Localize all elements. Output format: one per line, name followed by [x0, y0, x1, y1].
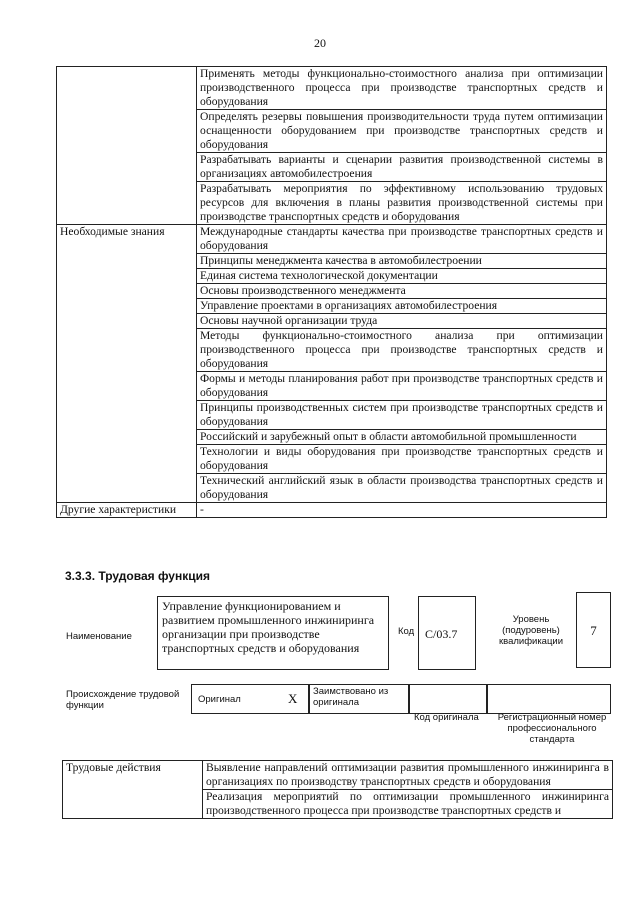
knowledge-cell: Управление проектами в организациях автомобилестроения: [197, 299, 607, 314]
knowledge-cell: Методы функционально-стоимостного анализа при оптимизации производственного процесса при производстве транспортных средств и оборудования: [197, 329, 607, 372]
other-characteristics-label: Другие характеристики: [57, 503, 197, 518]
borrowed-box: [309, 684, 409, 714]
knowledge-cell: Российский и зарубежный опыт в области автомобильной промышленности: [197, 430, 607, 445]
page-number: 20: [314, 36, 326, 50]
labor-action-cell: Реализация мероприятий по оптимизации промышленного инжиниринга производственного процесса при производстве транспортных средств и: [203, 790, 613, 819]
skill-cell: Разрабатывать варианты и сценарии развития производственной системы в организациях автомобилестроения: [197, 153, 607, 182]
level-value-box: 7: [576, 592, 611, 668]
knowledge-label: Необходимые знания: [57, 225, 197, 503]
reg-number-box: [487, 684, 611, 714]
origin-label: Происхождение трудовой функции: [66, 689, 180, 711]
knowledge-cell: Международные стандарты качества при производстве транспортных средств и оборудования: [197, 225, 607, 254]
knowledge-cell: Технологии и виды оборудования при производстве транспортных средств и оборудования: [197, 445, 607, 474]
original-check-mark: X: [288, 691, 298, 706]
knowledge-cell: Принципы менеджмента качества в автомобилестроении: [197, 254, 607, 269]
original-code-box: [409, 684, 487, 714]
table-row: [57, 67, 607, 110]
table-row: [57, 503, 607, 518]
original-box: [191, 684, 309, 714]
table-row: [57, 225, 607, 254]
reg-number-label: Регистрационный номер профессионального стандарта: [497, 712, 607, 745]
section-heading: 3.3.3. Трудовая функция: [65, 569, 210, 583]
knowledge-cell: Основы производственного менеджмента: [197, 284, 607, 299]
skills-label-cell: [57, 67, 197, 225]
borrowed-label: Заимствовано из оригинала: [313, 686, 389, 708]
function-name-box: Управление функционированием и развитием промышленного инжиниринга организации при производстве транспортных средств и оборудования: [157, 596, 389, 670]
skill-cell: Применять методы функционально-стоимостного анализа при оптимизации производственного процесса при производстве транспортных средств и оборудования: [197, 67, 607, 110]
skills-knowledge-table: [56, 66, 607, 518]
skill-cell: Определять резервы повышения производительности труда путем оптимизации оснащенности оборудованием при производстве транспортных средств и оборудования: [197, 110, 607, 153]
code-value-box: С/03.7: [418, 596, 476, 670]
knowledge-cell: Технический английский язык в области производства транспортных средств и оборудования: [197, 474, 607, 503]
original-label: Оригинал: [198, 694, 241, 705]
labor-action-cell: Выявление направлений оптимизации развития промышленного инжиниринга в организациях по производству транспортных средств и оборудования: [203, 761, 613, 790]
other-characteristics-value: -: [197, 503, 607, 518]
original-code-label: Код оригинала: [414, 712, 479, 723]
knowledge-cell: Принципы производственных систем при производстве транспортных средств и оборудования: [197, 401, 607, 430]
skill-cell: Разрабатывать мероприятия по эффективному использованию трудовых ресурсов для включения в планы развития производственной системы при производстве транспортных средств и оборудования: [197, 182, 607, 225]
table-row: [63, 761, 613, 790]
knowledge-cell: Основы научной организации труда: [197, 314, 607, 329]
knowledge-cell: Формы и методы планирования работ при производстве транспортных средств и оборудования: [197, 372, 607, 401]
code-label: Код: [398, 626, 415, 637]
knowledge-cell: Единая система технологической документации: [197, 269, 607, 284]
name-label: Наименование: [66, 631, 132, 642]
labor-actions-table: [62, 760, 613, 819]
level-label: Уровень (подуровень) квалификации: [498, 614, 564, 647]
labor-actions-label: Трудовые действия: [63, 761, 203, 819]
